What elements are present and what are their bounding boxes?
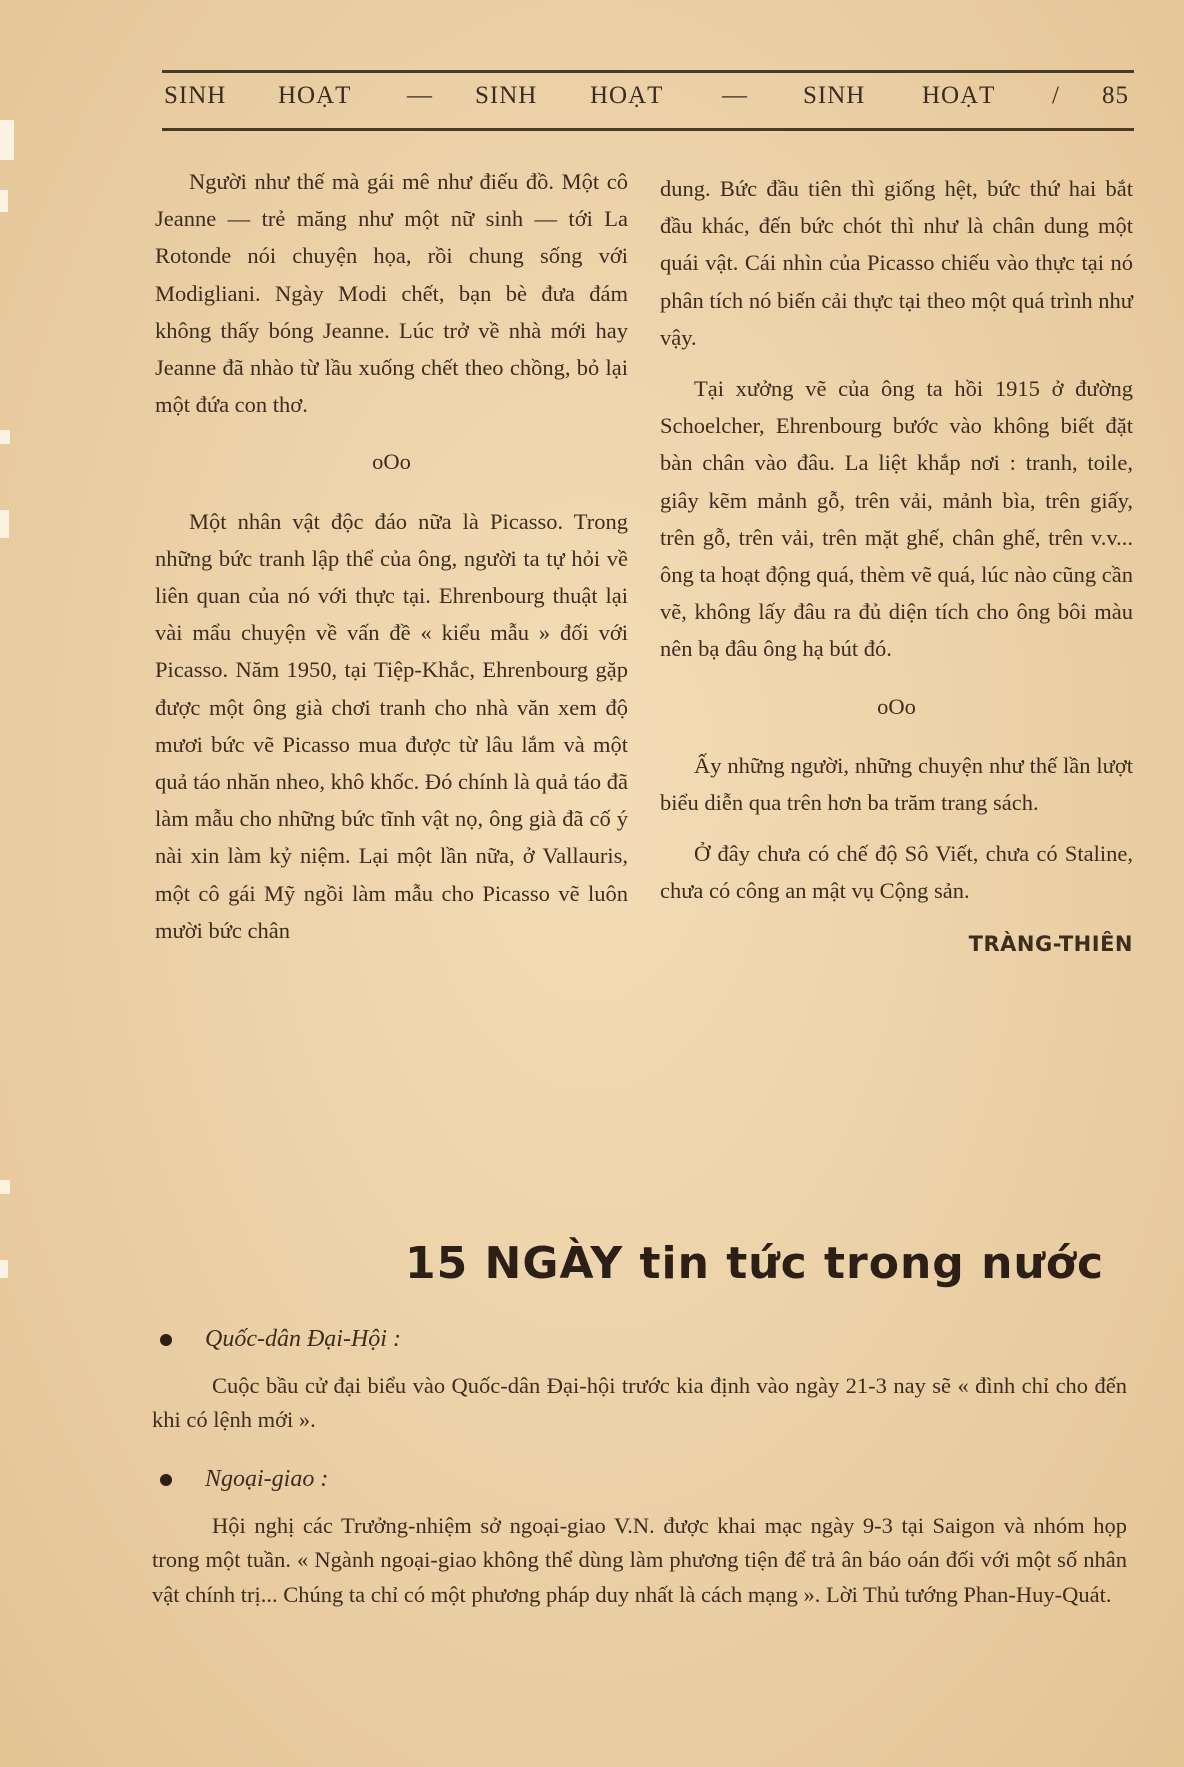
page-edge-wear <box>0 120 14 160</box>
section-separator: oOo <box>372 449 411 475</box>
header-word: SINH <box>475 82 538 109</box>
author-signature: TRÀNG-THIÊN <box>968 931 1133 956</box>
news-topic-label: Quốc-dân Đại-Hội : <box>205 1326 401 1352</box>
news-topic <box>152 1322 1127 1357</box>
page-edge-wear <box>0 510 9 538</box>
header-word: SINH <box>164 82 227 109</box>
news-topic <box>152 1462 1127 1497</box>
paragraph: Tại xưởng vẽ của ông ta hồi 1915 ở đường Schoelcher, Ehrenbourg bước vào không biết đặt bàn chân vào đâu. La liệt khắp nơi : tranh, toile, giây kẽm mảnh gỗ, trên vải, mảnh bìa, trên giấy, trên gỗ, trên vải, trên mặt ghế, chân ghế, trên v.v... ông ta hoạt động quá, thèm vẽ quá, lúc nào cũng cần vẽ, không lấy đâu ra đủ diện tích cho ông bôi màu nên bạ đâu ông hạ bút đó. <box>660 376 1133 662</box>
header-dash: — <box>407 82 433 109</box>
header-word: HOẠT <box>590 82 664 109</box>
paragraph: Ở đây chưa có chế độ Sô Viết, chưa có Staline, chưa có công an mật vụ Cộng sản. <box>660 841 1133 904</box>
bullet-icon <box>160 1334 172 1346</box>
paragraph: dung. Bức đầu tiên thì giống hệt, bức thứ hai bắt đầu khác, đến bức chót thì như là chân dung một quái vật. Cái nhìn của Picasso chiếu vào thực tại nó phân tích nó biến cải thực tại theo một quá trình như vậy. <box>660 176 1133 350</box>
header-dash: — <box>722 82 748 109</box>
news-item <box>152 1322 1127 1438</box>
running-header <box>162 82 1134 120</box>
left-column <box>155 163 628 949</box>
header-word: SINH <box>803 82 866 109</box>
header-word: HOẠT <box>278 82 352 109</box>
section-separator: oOo <box>877 693 916 719</box>
header-word: HOẠT <box>922 82 996 109</box>
page-edge-wear <box>0 430 10 444</box>
page-edge-wear <box>0 1260 8 1278</box>
page-edge-wear <box>0 1180 10 1194</box>
paragraph: Người như thế mà gái mê như điếu đồ. Một cô Jeanne — trẻ măng như một nữ sinh — tới La Rotonde nói chuyện họa, rồi chung sống với Modigliani. Ngày Modi chết, bạn bè đưa đám không thấy bóng Jeanne. Lúc trở về nhà mới hay Jeanne đã nhào từ lầu xuống chết theo chồng, bỏ lại một đứa con thơ. <box>155 169 628 418</box>
section-title: 15 NGÀY tin tức trong nước <box>405 1238 1105 1289</box>
bullet-icon <box>160 1474 172 1486</box>
paragraph: Ấy những người, những chuyện như thế lần lượt biểu diễn qua trên hơn ba trăm trang sách. <box>660 752 1133 816</box>
news-topic-label: Ngoại-giao : <box>205 1466 329 1492</box>
header-slash: / <box>1052 82 1060 109</box>
header-rule-bottom <box>162 128 1134 131</box>
news-body: Hội nghị các Trưởng-nhiệm sở ngoại-giao V.N. được khai mạc ngày 9-3 tại Saigon và nhóm họp trong một tuần. « Ngành ngoại-giao không thể dùng làm phương tiện để trả ân báo oán đối với một số nhân vật chính trị... Chúng ta chỉ có một phương pháp duy nhất là cách mạng ». Lời Thủ tướng Phan-Huy-Quát. <box>152 1512 1127 1607</box>
news-body: Cuộc bầu cử đại biểu vào Quốc-dân Đại-hội trước kia định vào ngày 21-3 nay sẽ « đình chỉ cho đến khi có lệnh mới ». <box>152 1372 1127 1432</box>
paragraph: Một nhân vật độc đáo nữa là Picasso. Trong những bức tranh lập thể của ông, người ta tự hỏi về liên quan của nó với thực tại. Ehrenbourg thuật lại vài mẩu chuyện về vấn đề « kiểu mẫu » đối với Picasso. Năm 1950, tại Tiệp-Khắc, Ehrenbourg gặp được một ông già chơi tranh cho nhà văn xem độ mươi bức vẽ Picasso mua được từ lâu lắm và một quả táo nhăn nheo, khô khốc. Đó chính là quả táo đã làm mẫu cho những bức tĩnh vật nọ, ông già đã cố ý nài xin làm kỷ niệm. Lại một lần nữa, ở Vallauris, một cô gái Mỹ ngồi làm mẫu cho Picasso vẽ luôn mười bức chân <box>155 508 628 943</box>
news-item <box>152 1462 1127 1612</box>
header-rule-top <box>162 70 1134 73</box>
page-number: 85 <box>1102 82 1129 109</box>
right-column <box>660 170 1133 963</box>
page-edge-wear <box>0 190 8 212</box>
